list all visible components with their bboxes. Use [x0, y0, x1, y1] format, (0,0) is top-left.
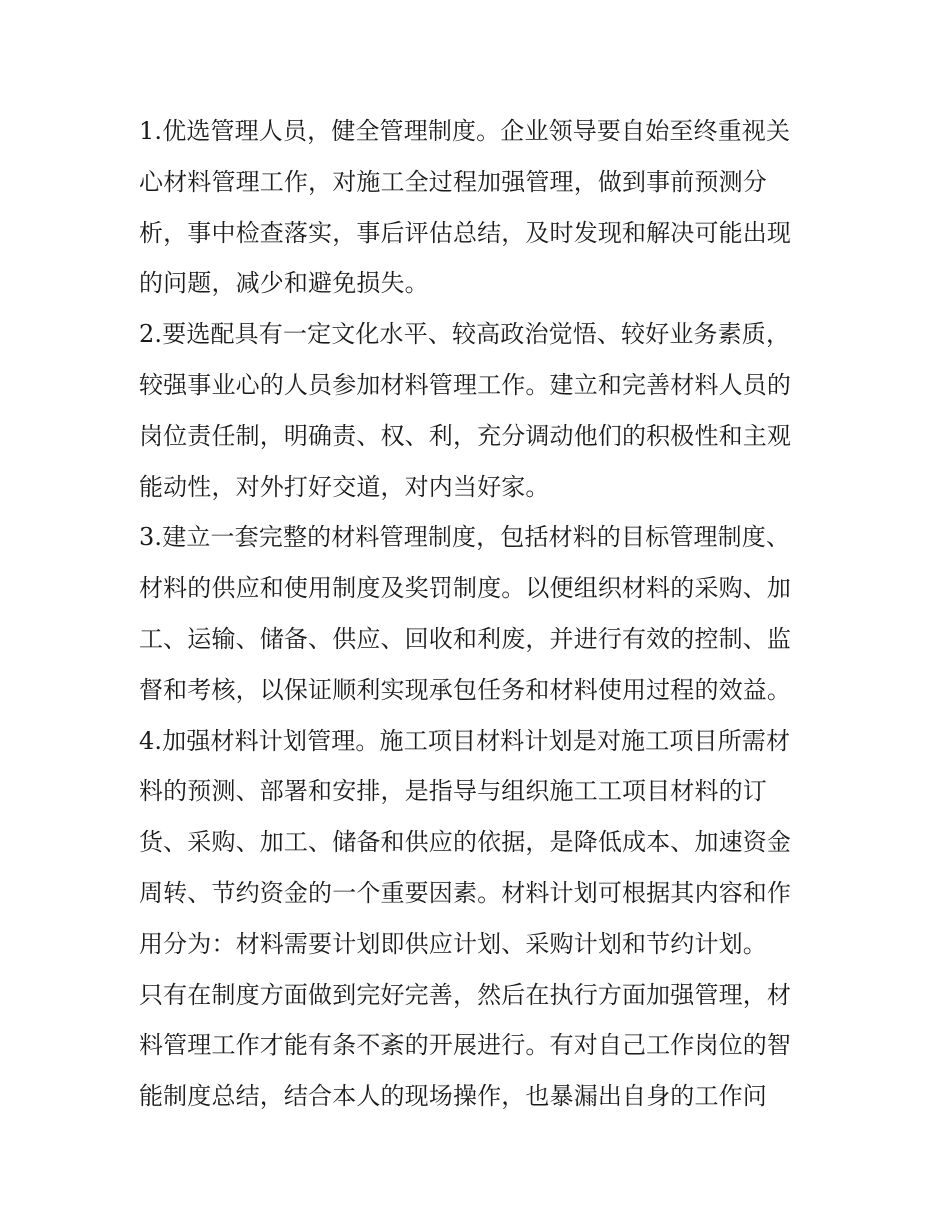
text-line: 岗位责任制，明确责、权、利，充分调动他们的积极性和主观 [139, 421, 792, 450]
text-line: 能制度总结，结合本人的现场操作，也暴漏出自身的工作问 [139, 1082, 767, 1111]
text-line: 能动性，对外打好交道，对内当好家。 [139, 472, 550, 501]
text-line: 督和考核，以保证顺利实现承包任务和材料使用过程的效益。 [139, 675, 792, 704]
text-line: 2.要选配具有一定文化水平、较高政治觉悟、较好业务素质， [139, 320, 791, 349]
text-line: 的问题，减少和避免损失。 [139, 269, 429, 298]
text-line: 工、运输、储备、供应、回收和利废，并进行有效的控制、监 [139, 624, 792, 653]
text-line: 周转、节约资金的一个重要因素。材料计划可根据其内容和作 [139, 878, 792, 907]
text-line: 材料的供应和使用制度及奖罚制度。以便组织材料的采购、加 [139, 574, 792, 603]
text-line: 析，事中检查落实，事后评估总结，及时发现和解决可能出现 [139, 218, 792, 247]
text-line: 1.优选管理人员，健全管理制度。企业领导要自始至终重视关 [139, 117, 791, 145]
text-line: 心材料管理工作，对施工全过程加强管理，做到事前预测分 [139, 167, 767, 196]
body-text [139, 106, 817, 1122]
text-line: 用分为：材料需要计划即供应计划、采购计划和节约计划。 [139, 929, 767, 958]
text-line: 料的预测、部署和安排，是指导与组织施工工项目材料的订 [139, 777, 767, 806]
text-line: 4.加强材料计划管理。施工项目材料计划是对施工项目所需材 [139, 726, 791, 755]
text-line: 货、采购、加工、储备和供应的依据，是降低成本、加速资金 [139, 828, 792, 857]
text-line: 3.建立一套完整的材料管理制度，包括材料的目标管理制度、 [139, 523, 791, 552]
text-line: 较强事业心的人员参加材料管理工作。建立和完善材料人员的 [139, 370, 792, 399]
text-line: 料管理工作才能有条不紊的开展进行。有对自己工作岗位的智 [139, 1031, 792, 1060]
text-line: 只有在制度方面做到完好完善，然后在执行方面加强管理，材 [139, 980, 792, 1009]
